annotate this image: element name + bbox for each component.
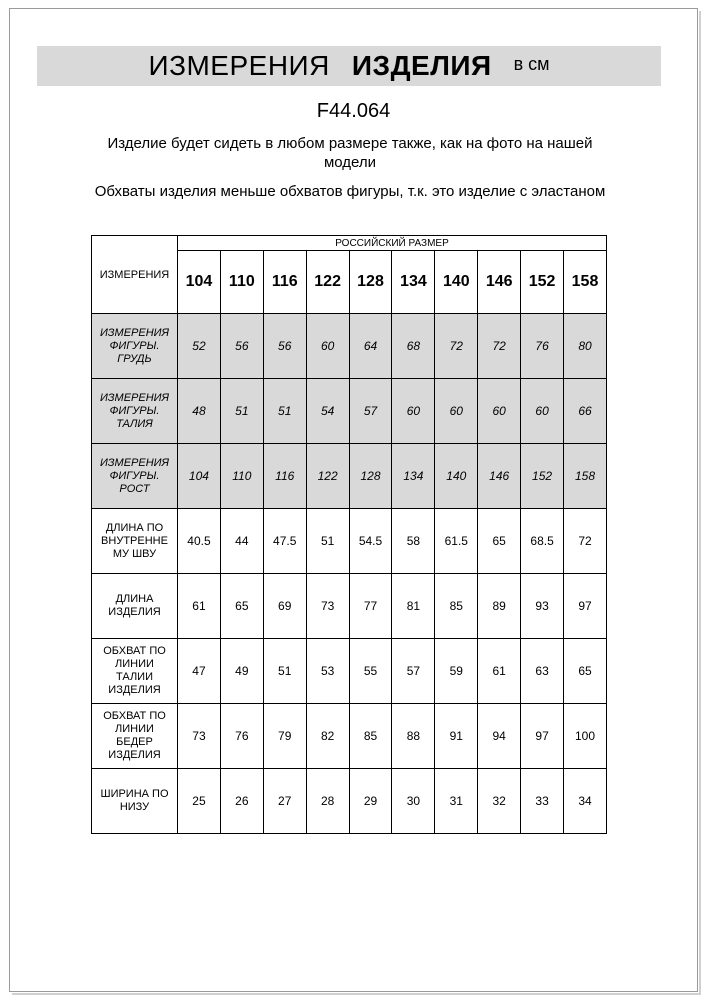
row-label-line: ИЗМЕРЕНИЯ xyxy=(99,391,170,404)
table-row xyxy=(92,314,607,379)
value-cell: 65 xyxy=(564,639,607,704)
value-cell: 25 xyxy=(178,769,221,834)
title-part-1: ИЗМЕРЕНИЯ xyxy=(148,50,330,81)
size-header-cell: 104 xyxy=(178,251,221,314)
value-cell: 52 xyxy=(178,314,221,379)
value-cell: 104 xyxy=(178,444,221,509)
value-cell: 51 xyxy=(306,509,349,574)
table-row xyxy=(92,509,607,574)
value-cell: 34 xyxy=(564,769,607,834)
value-cell: 91 xyxy=(435,704,478,769)
value-cell: 48 xyxy=(178,379,221,444)
row-label-line: ИЗМЕРЕНИЯ xyxy=(99,326,170,339)
value-cell: 69 xyxy=(263,574,306,639)
value-cell: 72 xyxy=(564,509,607,574)
size-header-cell: 110 xyxy=(220,251,263,314)
size-header-cell: 146 xyxy=(478,251,521,314)
row-label-line: ВНУТРЕННЕ xyxy=(101,534,168,547)
row-label-line: ИЗДЕЛИЯ xyxy=(108,606,161,618)
value-cell: 122 xyxy=(306,444,349,509)
value-cell: 29 xyxy=(349,769,392,834)
value-cell: 80 xyxy=(564,314,607,379)
value-cell: 56 xyxy=(263,314,306,379)
page-title xyxy=(37,46,661,86)
value-cell: 116 xyxy=(263,444,306,509)
row-label-line: ТАЛИЯ xyxy=(116,417,153,430)
row-label xyxy=(92,574,178,639)
size-header-cell: 134 xyxy=(392,251,435,314)
table-row xyxy=(92,574,607,639)
value-cell: 85 xyxy=(435,574,478,639)
value-cell: 79 xyxy=(263,704,306,769)
value-cell: 54.5 xyxy=(349,509,392,574)
value-cell: 40.5 xyxy=(178,509,221,574)
row-label xyxy=(92,379,178,444)
value-cell: 61 xyxy=(478,639,521,704)
value-cell: 68 xyxy=(392,314,435,379)
value-cell: 158 xyxy=(564,444,607,509)
value-cell: 81 xyxy=(392,574,435,639)
value-cell: 60 xyxy=(478,379,521,444)
row-label xyxy=(92,509,178,574)
title-unit: в см xyxy=(513,53,550,74)
row-label-line: ИЗДЕЛИЯ xyxy=(108,684,161,696)
row-label xyxy=(92,769,178,834)
value-cell: 110 xyxy=(220,444,263,509)
row-label xyxy=(92,704,178,769)
row-label xyxy=(92,444,178,509)
value-cell: 51 xyxy=(220,379,263,444)
value-cell: 30 xyxy=(392,769,435,834)
value-cell: 64 xyxy=(349,314,392,379)
row-label xyxy=(92,314,178,379)
value-cell: 26 xyxy=(220,769,263,834)
value-cell: 60 xyxy=(392,379,435,444)
row-label-line: ГРУДЬ xyxy=(117,352,152,365)
value-cell: 57 xyxy=(349,379,392,444)
row-label-line: ШИРИНА ПО xyxy=(100,788,169,800)
table-row xyxy=(92,639,607,704)
table-row xyxy=(92,704,607,769)
row-label-line: МУ ШВУ xyxy=(112,547,157,560)
value-cell: 55 xyxy=(349,639,392,704)
size-header-cell: 116 xyxy=(263,251,306,314)
value-cell: 57 xyxy=(392,639,435,704)
value-cell: 77 xyxy=(349,574,392,639)
value-cell: 128 xyxy=(349,444,392,509)
row-label-line: РОСТ xyxy=(119,482,150,495)
value-cell: 60 xyxy=(306,314,349,379)
value-cell: 65 xyxy=(478,509,521,574)
value-cell: 32 xyxy=(478,769,521,834)
row-label-line: ТАЛИИ xyxy=(116,671,153,683)
value-cell: 63 xyxy=(521,639,564,704)
size-header-cell: 152 xyxy=(521,251,564,314)
value-cell: 93 xyxy=(521,574,564,639)
value-cell: 68.5 xyxy=(521,509,564,574)
value-cell: 60 xyxy=(435,379,478,444)
row-label-line: ЛИНИИ xyxy=(115,723,154,735)
value-cell: 73 xyxy=(178,704,221,769)
size-header-cell: 122 xyxy=(306,251,349,314)
value-cell: 61.5 xyxy=(435,509,478,574)
value-cell: 27 xyxy=(263,769,306,834)
row-label-line: ОБХВАТ ПО xyxy=(103,645,166,657)
value-cell: 47.5 xyxy=(263,509,306,574)
value-cell: 59 xyxy=(435,639,478,704)
row-label-line: ФИГУРЫ. xyxy=(109,469,160,482)
value-cell: 53 xyxy=(306,639,349,704)
value-cell: 56 xyxy=(220,314,263,379)
value-cell: 49 xyxy=(220,639,263,704)
table-row xyxy=(92,379,607,444)
value-cell: 152 xyxy=(521,444,564,509)
size-group-header: РОССИЙСКИЙ РАЗМЕР xyxy=(178,236,607,251)
value-cell: 76 xyxy=(220,704,263,769)
row-label-line: ДЛИНА ПО xyxy=(105,521,164,534)
value-cell: 65 xyxy=(220,574,263,639)
value-cell: 73 xyxy=(306,574,349,639)
value-cell: 82 xyxy=(306,704,349,769)
size-header-cell: 140 xyxy=(435,251,478,314)
row-label-line: ФИГУРЫ. xyxy=(109,404,160,417)
value-cell: 66 xyxy=(564,379,607,444)
value-cell: 76 xyxy=(521,314,564,379)
value-cell: 72 xyxy=(435,314,478,379)
value-cell: 47 xyxy=(178,639,221,704)
size-header-cell: 158 xyxy=(564,251,607,314)
row-label-line: ИЗДЕЛИЯ xyxy=(108,749,161,761)
size-chart-table xyxy=(91,235,607,834)
product-code: F44.064 xyxy=(316,100,391,122)
value-cell: 58 xyxy=(392,509,435,574)
value-cell: 51 xyxy=(263,639,306,704)
value-cell: 100 xyxy=(564,704,607,769)
row-label-line: БЕДЕР xyxy=(116,736,153,748)
value-cell: 51 xyxy=(263,379,306,444)
value-cell: 94 xyxy=(478,704,521,769)
value-cell: 33 xyxy=(521,769,564,834)
value-cell: 44 xyxy=(220,509,263,574)
value-cell: 134 xyxy=(392,444,435,509)
row-label-line: ДЛИНА xyxy=(115,593,154,605)
value-cell: 28 xyxy=(306,769,349,834)
value-cell: 54 xyxy=(306,379,349,444)
row-label-line: ИЗМЕРЕНИЯ xyxy=(99,456,170,469)
fit-note: Изделие будет сидеть в любом размере также, как на фото на нашей модели xyxy=(107,135,593,171)
header-group-row xyxy=(92,236,607,251)
header-label-cell: ИЗМЕРЕНИЯ xyxy=(92,236,178,314)
row-label xyxy=(92,639,178,704)
value-cell: 60 xyxy=(521,379,564,444)
value-cell: 146 xyxy=(478,444,521,509)
value-cell: 61 xyxy=(178,574,221,639)
value-cell: 72 xyxy=(478,314,521,379)
value-cell: 97 xyxy=(564,574,607,639)
value-cell: 140 xyxy=(435,444,478,509)
row-label-line: ЛИНИИ xyxy=(115,658,154,670)
value-cell: 85 xyxy=(349,704,392,769)
value-cell: 97 xyxy=(521,704,564,769)
table-row xyxy=(92,444,607,509)
size-header-cell: 128 xyxy=(349,251,392,314)
value-cell: 89 xyxy=(478,574,521,639)
title-part-2: ИЗДЕЛИЯ xyxy=(351,50,492,81)
table-row xyxy=(92,769,607,834)
row-label-line: НИЗУ xyxy=(119,801,150,813)
row-label-line: ОБХВАТ ПО xyxy=(103,710,166,722)
row-label-line: ФИГУРЫ. xyxy=(109,339,160,352)
value-cell: 31 xyxy=(435,769,478,834)
elastane-note: Обхваты изделия меньше обхватов фигуры, т.к. это изделие с эластаном xyxy=(94,183,606,200)
value-cell: 88 xyxy=(392,704,435,769)
